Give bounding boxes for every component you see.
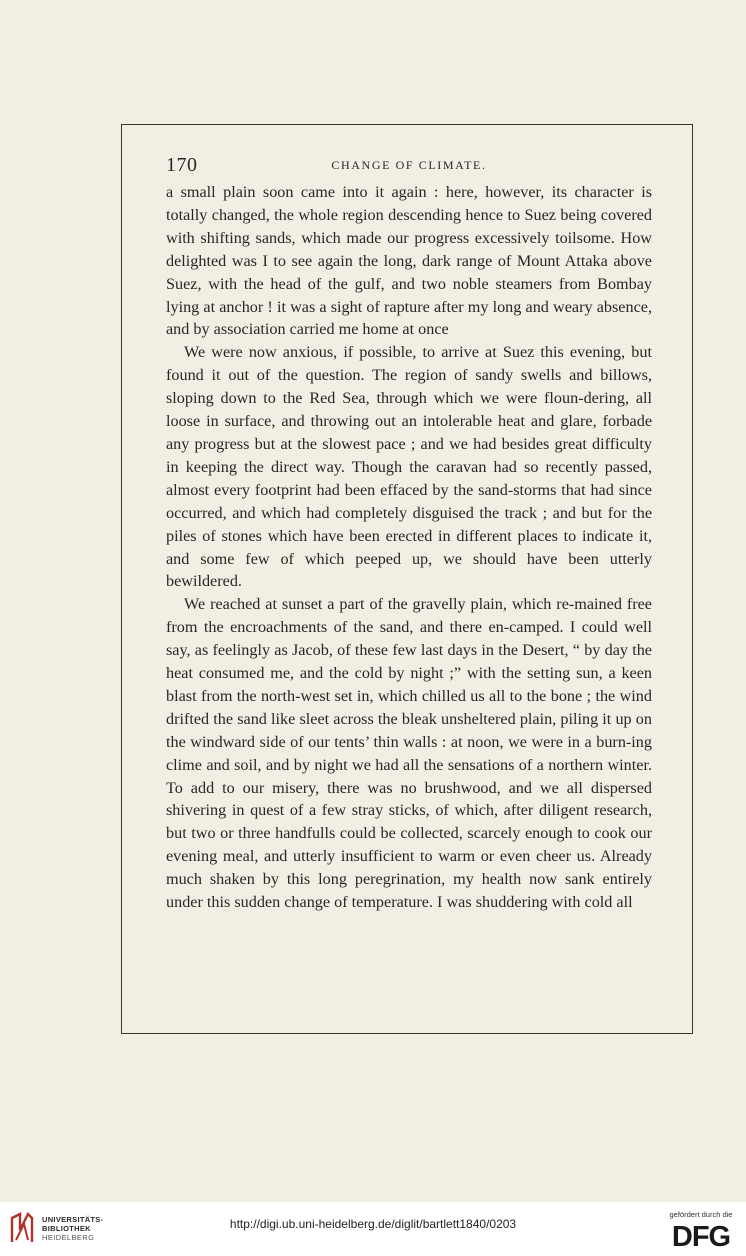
funder-label: gefördert durch die — [669, 1210, 733, 1219]
digitization-footer — [0, 1202, 746, 1256]
funder-block — [662, 1210, 740, 1252]
paragraph-2: We were now anxious, if possible, to arrive at Suez this evening, but found it out of the question. The region of sandy swells and billows, sloping down to the Red Sea, through which we were floun-dering, all loose in surface, and throwing out an intolerable heat and glare, forbade any progress but at the slowest pace ; and we had besides great difficulty in keeping the direct way. Though the caravan had so recently passed, almost every footprint had been effaced by the sand-storms that had since occurred, and which had completely disguised the track ; and but for the piles of stones which have been erected in different places to indicate it, and some few of which peeped up, we should have been utterly bewildered. — [166, 343, 652, 591]
page-number: 170 — [166, 154, 198, 176]
library-name-line-2: BIBLIOTHEK — [42, 1224, 91, 1233]
running-head: CHANGE OF CLIMATE. — [331, 158, 487, 172]
permalink-url[interactable]: http://digi.ub.uni-heidelberg.de/diglit/bartlett1840/0203 — [229, 1217, 517, 1231]
paragraph-3: We reached at sunset a part of the gravelly plain, which re-mained free from the encroachments of the sand, and there en-camped. I could well say, as feelingly as Jacob, of these few last days in the Desert, “ by day the heat consumed me, and the cold by night ;” with the setting sun, a keen blast from the north-west set in, which chilled us all to the bone ; the wind drifted the sand like sleet across the bleak unsheltered plain, piling it up on the windward side of our tents’ thin walls : at noon, we were in a burn-ing clime and soil, and by night we had all the sensations of a northern winter. To add to our misery, there was no brushwood, and we all dispersed shivering in quest of a few stray sticks, of which, after diligent research, but two or three handfulls could be collected, scarcely enough to cook our evening meal, and utterly insufficient to warm or even cheer us. Already much shaken by this long peregrination, my health now sank entirely under this sudden change of temperature. I was shuddering with cold all — [166, 595, 652, 912]
library-name-line-3: HEIDELBERG — [42, 1233, 95, 1242]
library-name-line-1: UNIVERSITÄTS- — [42, 1215, 104, 1224]
page-header — [166, 154, 652, 180]
body-text — [166, 181, 652, 914]
paragraph-1: a small plain soon came into it again : here, however, its character is totally changed, the whole region descending hence to Suez being covered with shifting sands, which made our progress excessively toilsome. How delighted was I to see again the long, dark range of Mount Attaka above Suez, with the head of the gulf, and two noble steamers from Bombay lying at anchor ! it was a sight of rapture after my long and weary absence, and by association carried me home at once — [166, 183, 652, 339]
dfg-logo-icon: DFG — [671, 1221, 731, 1253]
